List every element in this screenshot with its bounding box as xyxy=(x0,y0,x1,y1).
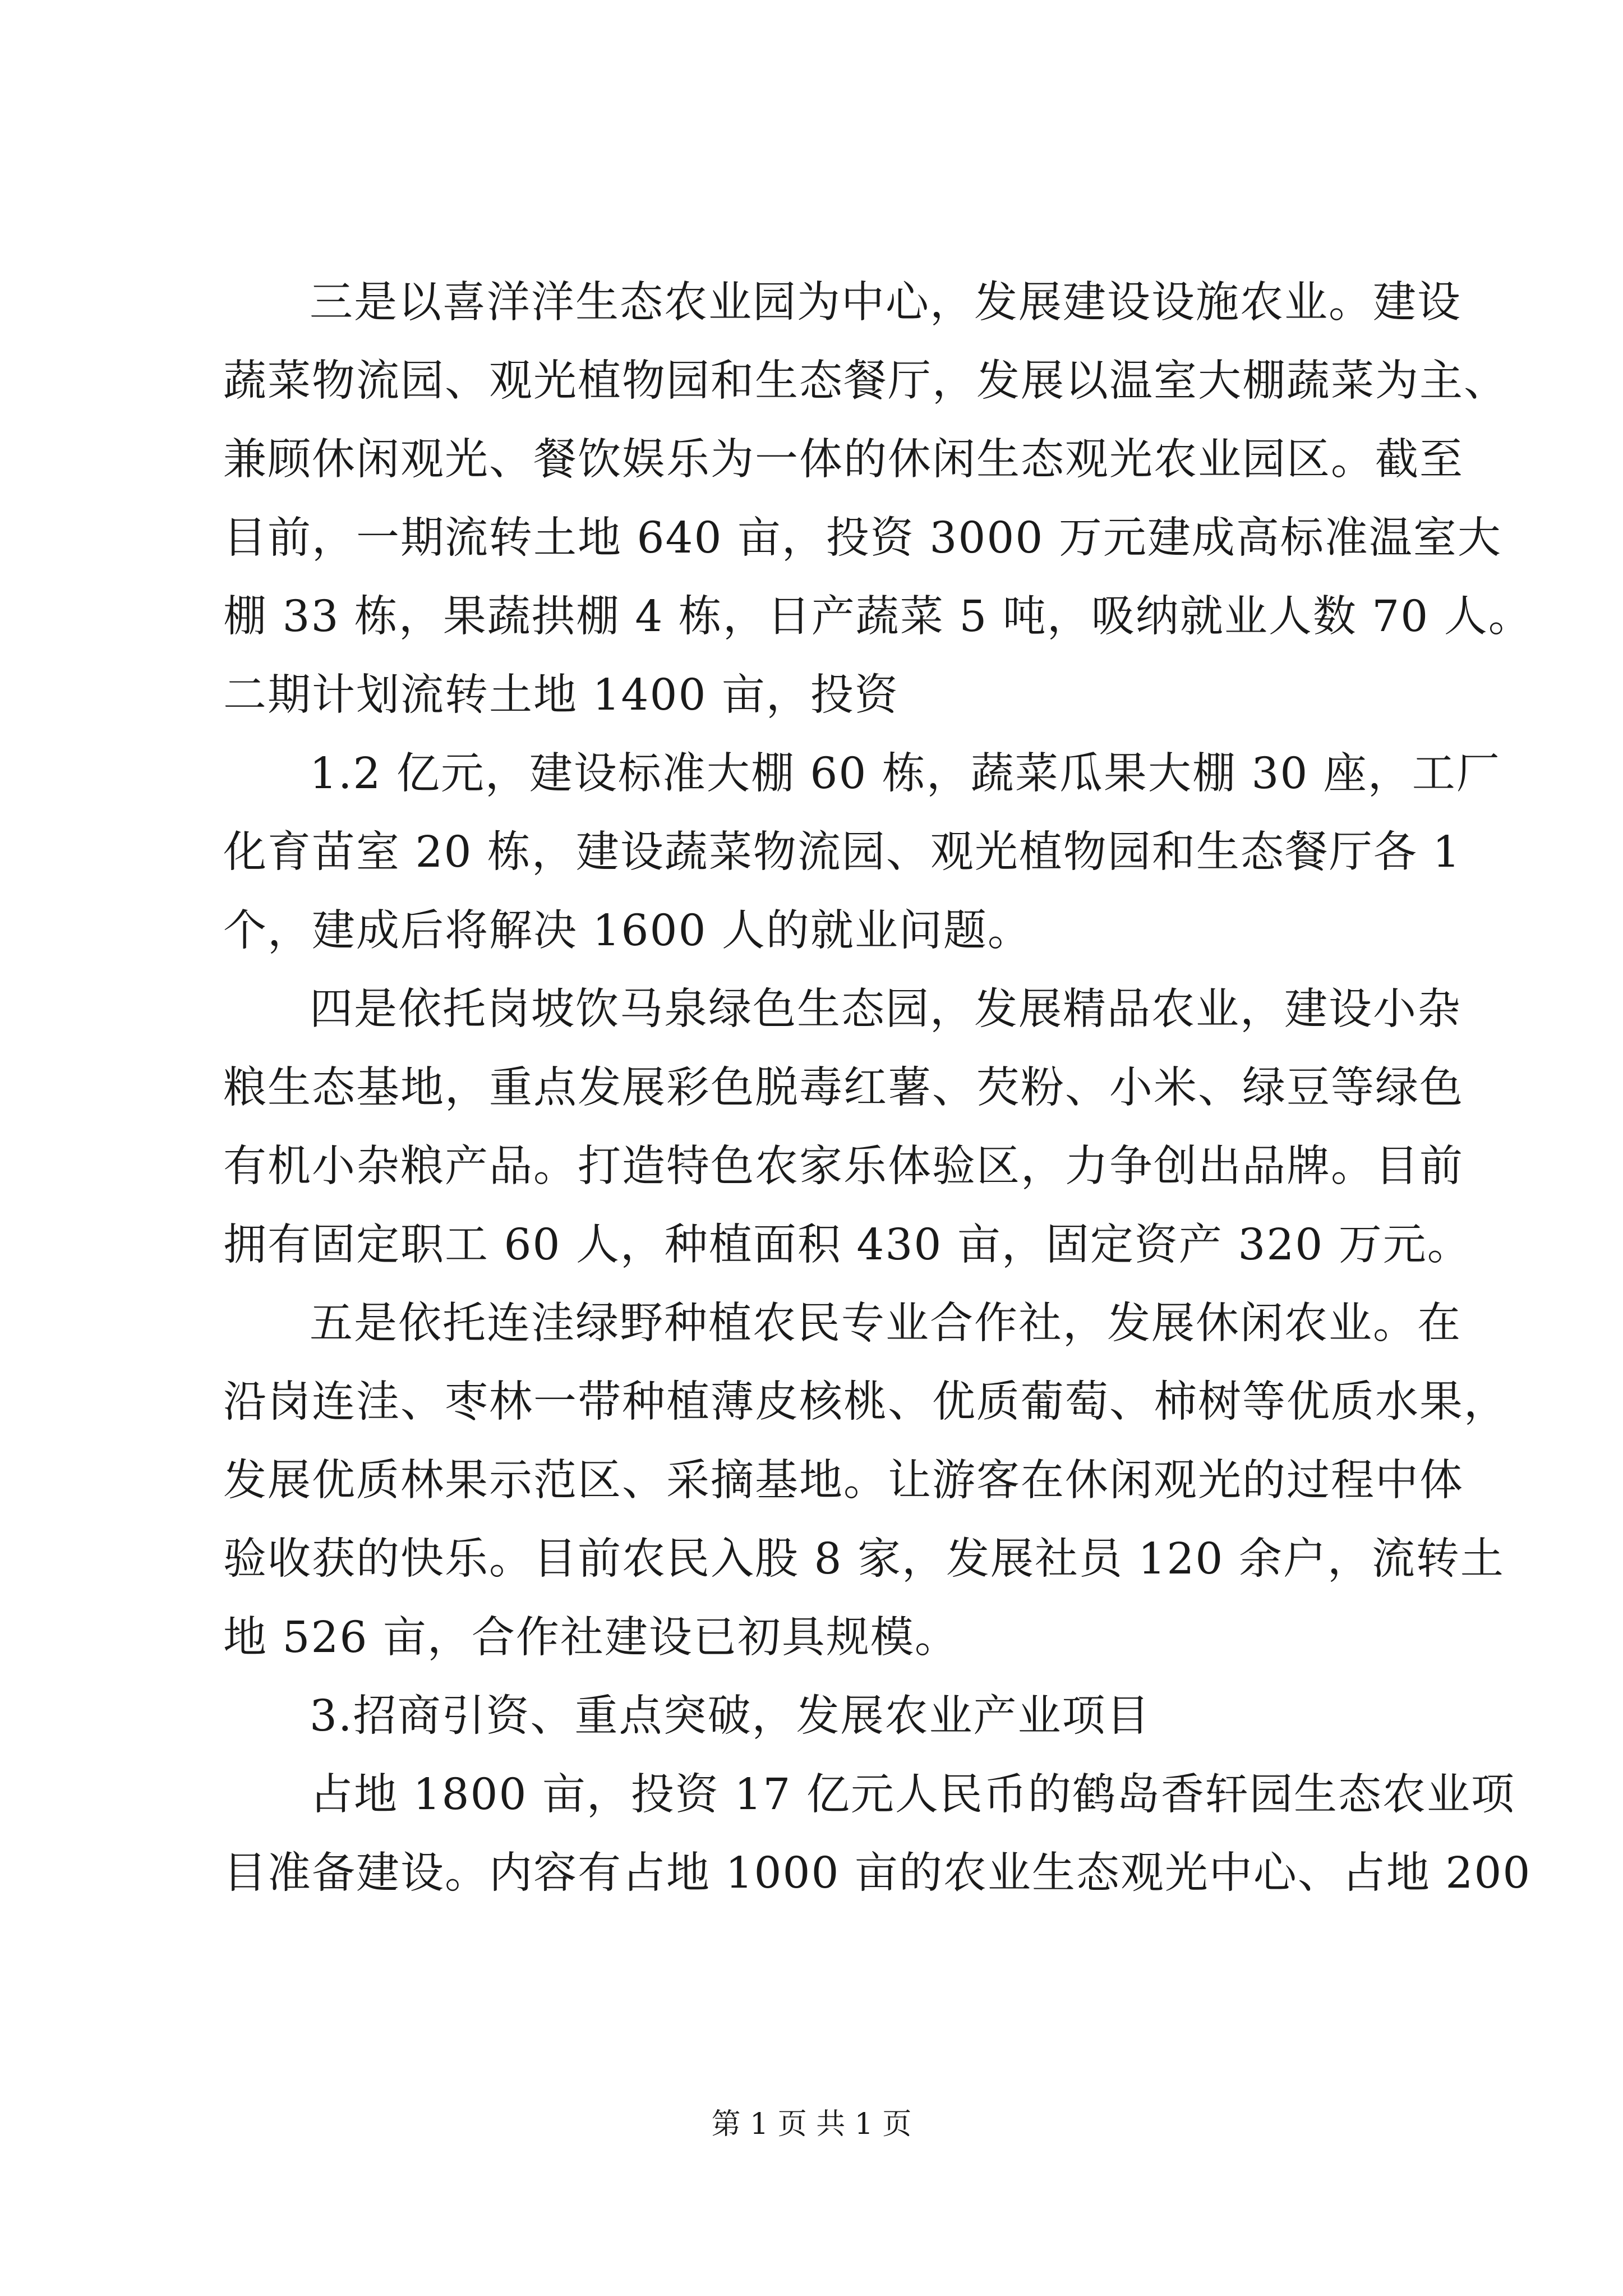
text-line: 沿岗连洼、枣林一带种植薄皮核桃、优质葡萄、柿树等优质水果， xyxy=(223,1377,1508,1427)
section-heading: 3.招商引资、重点突破，发展农业产业项目 xyxy=(310,1691,1151,1741)
text-line: 兼顾休闲观光、餐饮娱乐为一体的休闲生态观光农业园区。截至 xyxy=(223,435,1464,485)
text-line: 粮生态基地，重点发展彩色脱毒红薯、芡粉、小米、绿豆等绿色 xyxy=(223,1063,1464,1113)
text-line: 棚 33 栋，果蔬拱棚 4 栋，日产蔬菜 5 吨，吸纳就业人数 70 人。 xyxy=(223,592,1533,642)
text-line: 三是以喜洋洋生态农业园为中心，发展建设设施农业。建设 xyxy=(310,278,1461,328)
text-line: 1.2 亿元，建设标准大棚 60 栋，蔬菜瓜果大棚 30 座，工厂 xyxy=(310,749,1501,799)
text-line: 发展优质林果示范区、采摘基地。让游客在休闲观光的过程中体 xyxy=(223,1456,1464,1506)
text-line: 化育苗室 20 栋，建设蔬菜物流园、观光植物园和生态餐厅各 1 xyxy=(223,827,1461,877)
text-line: 蔬菜物流园、观光植物园和生态餐厅，发展以温室大棚蔬菜为主、 xyxy=(223,356,1508,406)
text-line: 地 526 亩，合作社建设已初具规模。 xyxy=(223,1613,959,1663)
page-footer: 第 1 页 共 1 页 xyxy=(711,2108,912,2141)
text-line: 四是依托岗坡饮马泉绿色生态园，发展精品农业，建设小杂 xyxy=(310,984,1461,1034)
text-line: 个，建成后将解决 1600 人的就业问题。 xyxy=(223,906,1032,956)
text-line: 验收获的快乐。目前农民入股 8 家，发展社员 120 余户，流转土 xyxy=(223,1534,1505,1584)
text-line: 拥有固定职工 60 人，种植面积 430 亩，固定资产 320 万元。 xyxy=(223,1220,1472,1270)
document-body xyxy=(223,264,1533,1913)
text-line: 目前，一期流转土地 640 亩，投资 3000 万元建成高标准温室大 xyxy=(223,513,1502,563)
text-line: 五是依托连洼绿野种植农民专业合作社，发展休闲农业。在 xyxy=(310,1299,1461,1349)
text-line: 二期计划流转土地 1400 亩，投资 xyxy=(223,670,899,720)
text-line: 有机小杂粮产品。打造特色农家乐体验区，力争创出品牌。目前 xyxy=(223,1142,1464,1191)
text-line: 占地 1800 亩，投资 17 亿元人民币的鹤岛香轩园生态农业项 xyxy=(310,1770,1515,1820)
text-line: 目准备建设。内容有占地 1000 亩的农业生态观光中心、占地 200 xyxy=(223,1848,1532,1898)
